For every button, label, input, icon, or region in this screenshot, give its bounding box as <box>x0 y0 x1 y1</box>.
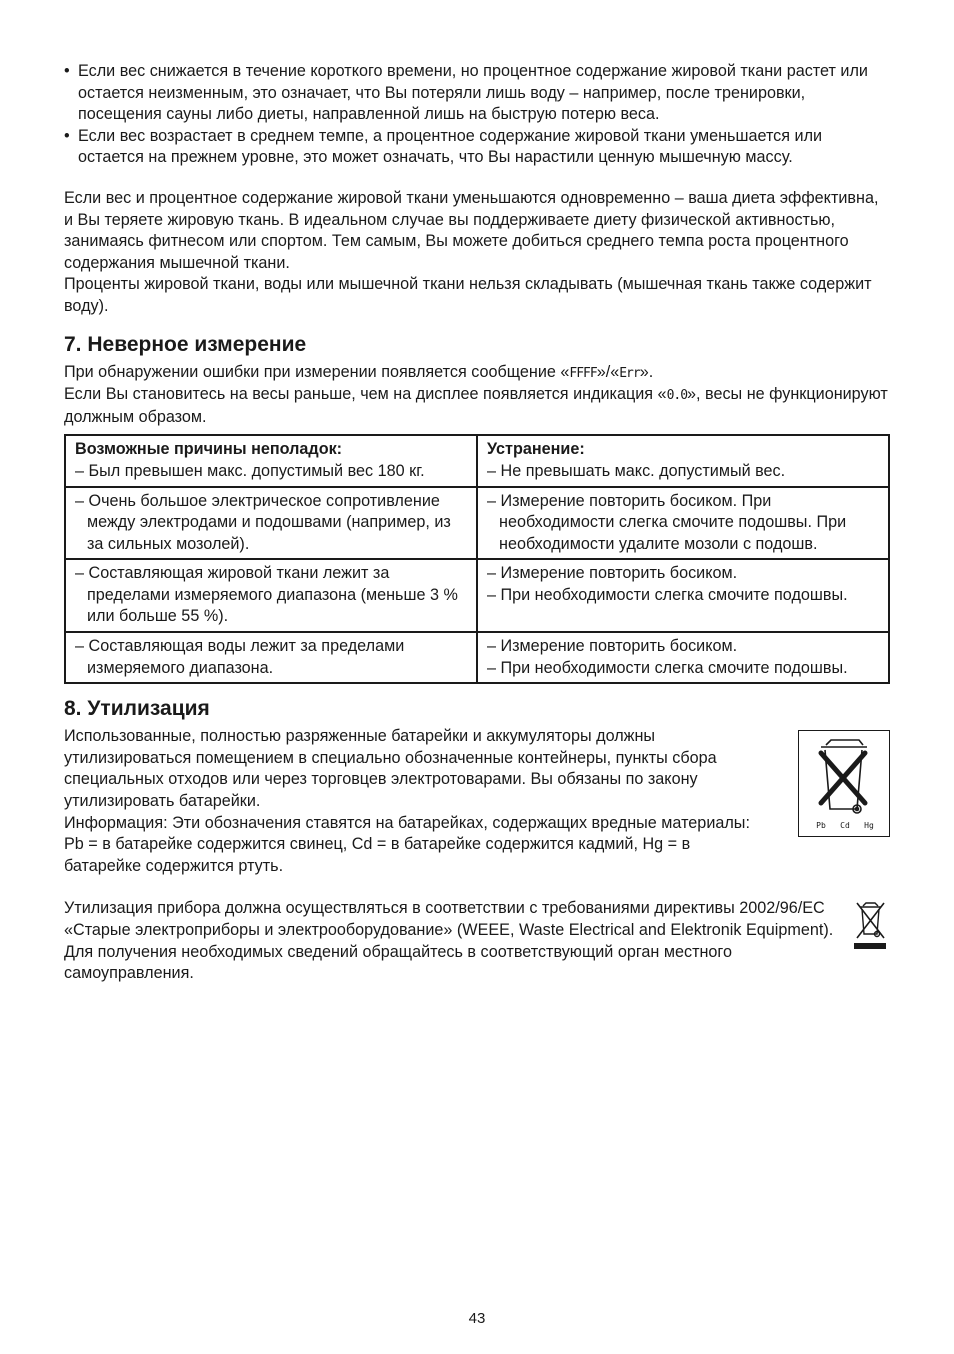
table-cell-remedy <box>477 487 889 560</box>
remedy-text: – Измерение повторить босиком. <box>487 564 738 583</box>
column-header-causes: Возможные причины неполадок: <box>75 440 343 459</box>
battery-disposal-block <box>64 726 890 877</box>
cd-label: Cd <box>840 821 850 831</box>
paragraph: Проценты жировой ткани, воды или мышечной ткани нельзя складывать (мышечная ткань также содержит воду). <box>64 275 872 315</box>
table-row <box>65 435 889 486</box>
hg-label: Hg <box>864 821 874 831</box>
page-content <box>64 61 890 985</box>
troubleshooting-table <box>64 434 890 684</box>
pb-label: Pb <box>816 821 826 831</box>
crossed-bin-battery-icon <box>798 730 890 837</box>
page-number: 43 <box>468 1310 486 1327</box>
cause-text: – Очень большое электрическое сопротивление между электродами и подошвами (например, из за сильных мозолей). <box>75 491 451 553</box>
paragraph: Утилизация прибора должна осуществляться в соответствии с требованиями директивы 2002/96/EC «Старые электроприборы и электрооборудование» (WEEE, Waste Electrical and Elektronik Equipment). Для получения необходимых сведений обращайтесь в соответствующий орган местного самоуправления. <box>64 899 834 983</box>
bullet-item: • Если вес возрастает в среднем темпе, а процентное содержание жировой ткани уменьшается или остается на прежнем уровне, это может означать, что Вы нарастили ценную мышечную массу. <box>64 126 890 169</box>
display-code-zero: 0.0 <box>666 388 688 404</box>
table-cell-cause <box>65 559 477 632</box>
paragraph: Информация: Эти обозначения ставятся на батарейках, содержащих вредные материалы: Pb = в батарейке содержится свинец, Cd = в батарейке содержится кадмий, Hg = в батарейке содержится ртуть. <box>64 813 750 875</box>
intro-text <box>64 188 890 318</box>
remedy-text: – При необходимости слегка смочите подошвы. <box>487 585 848 604</box>
paragraph: Использованные, полностью разряженные батарейки и аккумуляторы должны утилизироваться помещением в специально обозначенные контейнеры, пункты сбора специальных отходов или через торговцев электротоварами. Вы обязаны по закону утилизировать батарейки. <box>64 727 717 811</box>
cause-text: – Составляющая жировой ткани лежит за пределами измеряемого диапазона (меньше 3 % или больше 55 %). <box>75 564 458 626</box>
table-cell-remedy <box>477 632 889 683</box>
section-heading-disposal: 8. Утилизация <box>64 697 210 721</box>
column-header-remedy: Устранение: <box>487 440 585 459</box>
table-cell-remedy <box>477 559 889 632</box>
display-code-ffff: FFFF <box>569 365 597 381</box>
table-row <box>65 559 889 632</box>
table-cell-cause <box>65 487 477 560</box>
display-code-err: Err <box>619 365 640 381</box>
cause-text: – Был превышен макс. допустимый вес 180 кг. <box>75 461 425 480</box>
weee-crossed-bin-icon <box>850 900 890 952</box>
paragraph: Если вес и процентное содержание жировой ткани уменьшаются одновременно – ваша диета эффективна, и Вы теряете жировую ткань. В идеальном случае вы поддерживаете диету физической активностью, занимаясь фитнесом или спортом. Тем самым, Вы можете добиться среднего темпа роста процентного содержания мышечной ткани. <box>64 188 879 272</box>
bullet-list <box>64 61 890 169</box>
remedy-text: – Измерение повторить босиком. При необходимости слегка смочите подошвы. При необходимости удалите мозоли с подошв. <box>487 491 847 553</box>
bullet-item: • Если вес снижается в течение короткого времени, но процентное содержание жировой ткани растет или остается неизменным, это означает, что Вы потеряли лишь воду – например, после тренировки, посещения сауны либо диеты, направленной лишь на быструю потерю веса. <box>64 61 890 126</box>
weee-disposal-block <box>64 898 890 984</box>
error-message-line: При обнаружении ошибки при измерении появляется сообщение «FFFF»/«Err». <box>64 362 654 381</box>
table-cell-cause <box>65 632 477 683</box>
table-row <box>65 487 889 560</box>
remedy-text: – При необходимости слегка смочите подошвы. <box>487 658 848 677</box>
remedy-text: – Измерение повторить босиком. <box>487 637 738 656</box>
section-heading-incorrect-measurement: 7. Неверное измерение <box>64 332 307 356</box>
battery-disposal-text-block <box>64 726 754 877</box>
remedy-text: – Не превышать макс. допустимый вес. <box>487 461 786 480</box>
table-cell-cause <box>65 435 477 486</box>
table-cell-remedy <box>477 435 889 486</box>
table-row <box>65 632 889 683</box>
cause-text: – Составляющая воды лежит за пределами измеряемого диапазона. <box>75 637 405 677</box>
early-step-line: Если Вы становитесь на весы раньше, чем на дисплее появляется индикация «0.0», весы не функционируют должным образом. <box>64 385 888 426</box>
